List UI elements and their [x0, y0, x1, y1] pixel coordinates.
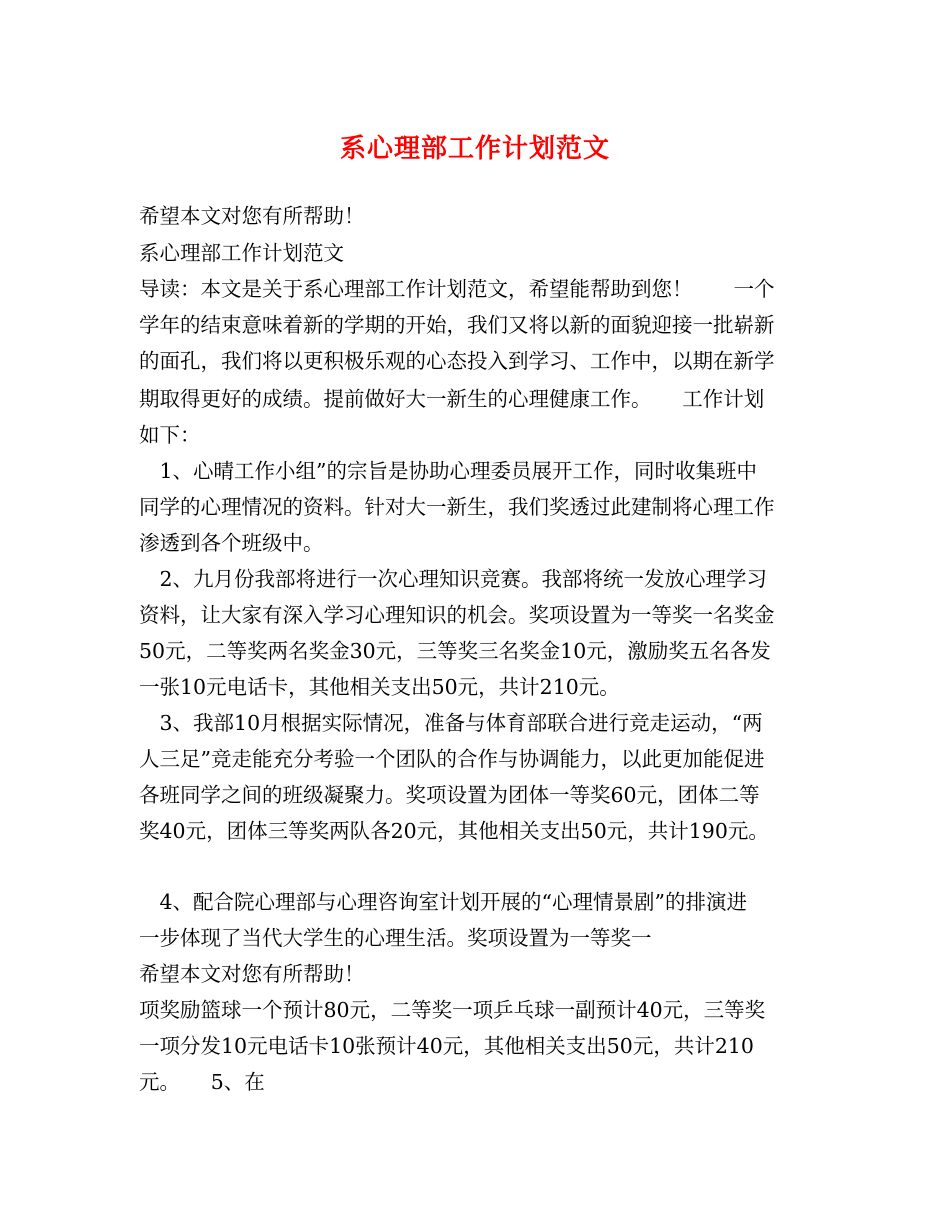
body-line: 4、配合院心理部与心理咨询室计划开展的“心理情景剧”的排演进: [139, 890, 748, 914]
body-line: 项奖励篮球一个预计80元，二等奖一项乒乓球一副预计40元，三等奖: [139, 998, 766, 1022]
body-line: 奖40元，团体三等奖两队各20元，其他相关支出50元，共计190元。: [139, 819, 769, 843]
body-line: 希望本文对您有所帮助！: [139, 204, 365, 228]
body-line: 一步体现了当代大学生的心理生活。奖项设置为一等奖一: [139, 926, 652, 950]
document-title: 系心理部工作计划范文: [339, 134, 610, 164]
body-line: 1、心晴工作小组”的宗旨是协助心理委员展开工作，同时收集班中: [139, 459, 758, 483]
body-line: 一张10元电话卡，其他相关支出50元，共计210元。: [139, 675, 620, 699]
body-line: 系心理部工作计划范文: [139, 241, 344, 265]
body-line: 一项分发10元电话卡10张预计40元，其他相关支出50元，共计210: [139, 1034, 754, 1058]
body-line: 50元，二等奖两名奖金30元，三等奖三名奖金10元，激励奖五名各发: [139, 639, 771, 663]
body-line: 元。 5、在: [139, 1070, 265, 1094]
body-line: 如下：: [139, 423, 201, 447]
body-line: 的面孔，我们将以更积极乐观的心态投入到学习、工作中，以期在新学: [139, 349, 775, 373]
body-line: 2、九月份我部将进行一次心理知识竞赛。我部将统一发放心理学习: [139, 567, 768, 591]
body-line: 期取得更好的成绩。提前做好大一新生的心理健康工作。 工作计划: [139, 387, 765, 411]
body-line: 各班同学之间的班级凝聚力。奖项设置为团体一等奖60元，团体二等: [139, 783, 760, 807]
body-line: 渗透到各个班级中。: [139, 531, 324, 555]
body-line: 人三足”竞走能充分考验一个团队的合作与协调能力，以此更加能促进: [139, 747, 765, 771]
body-line: 3、我部10月根据实际情况，准备与体育部联合进行竞走运动，“两: [139, 711, 763, 735]
body-line: 学年的结束意味着新的学期的开始，我们又将以新的面貌迎接一批崭新: [139, 313, 775, 337]
body-line: 希望本文对您有所帮助！: [139, 962, 365, 986]
body-line: 同学的心理情况的资料。针对大一新生，我们奖透过此建制将心理工作: [139, 495, 775, 519]
body-line: 导读：本文是关于系心理部工作计划范文，希望能帮助到您！ 一个: [139, 277, 775, 301]
body-line: 资料，让大家有深入学习心理知识的机会。奖项设置为一等奖一名奖金: [139, 603, 775, 627]
